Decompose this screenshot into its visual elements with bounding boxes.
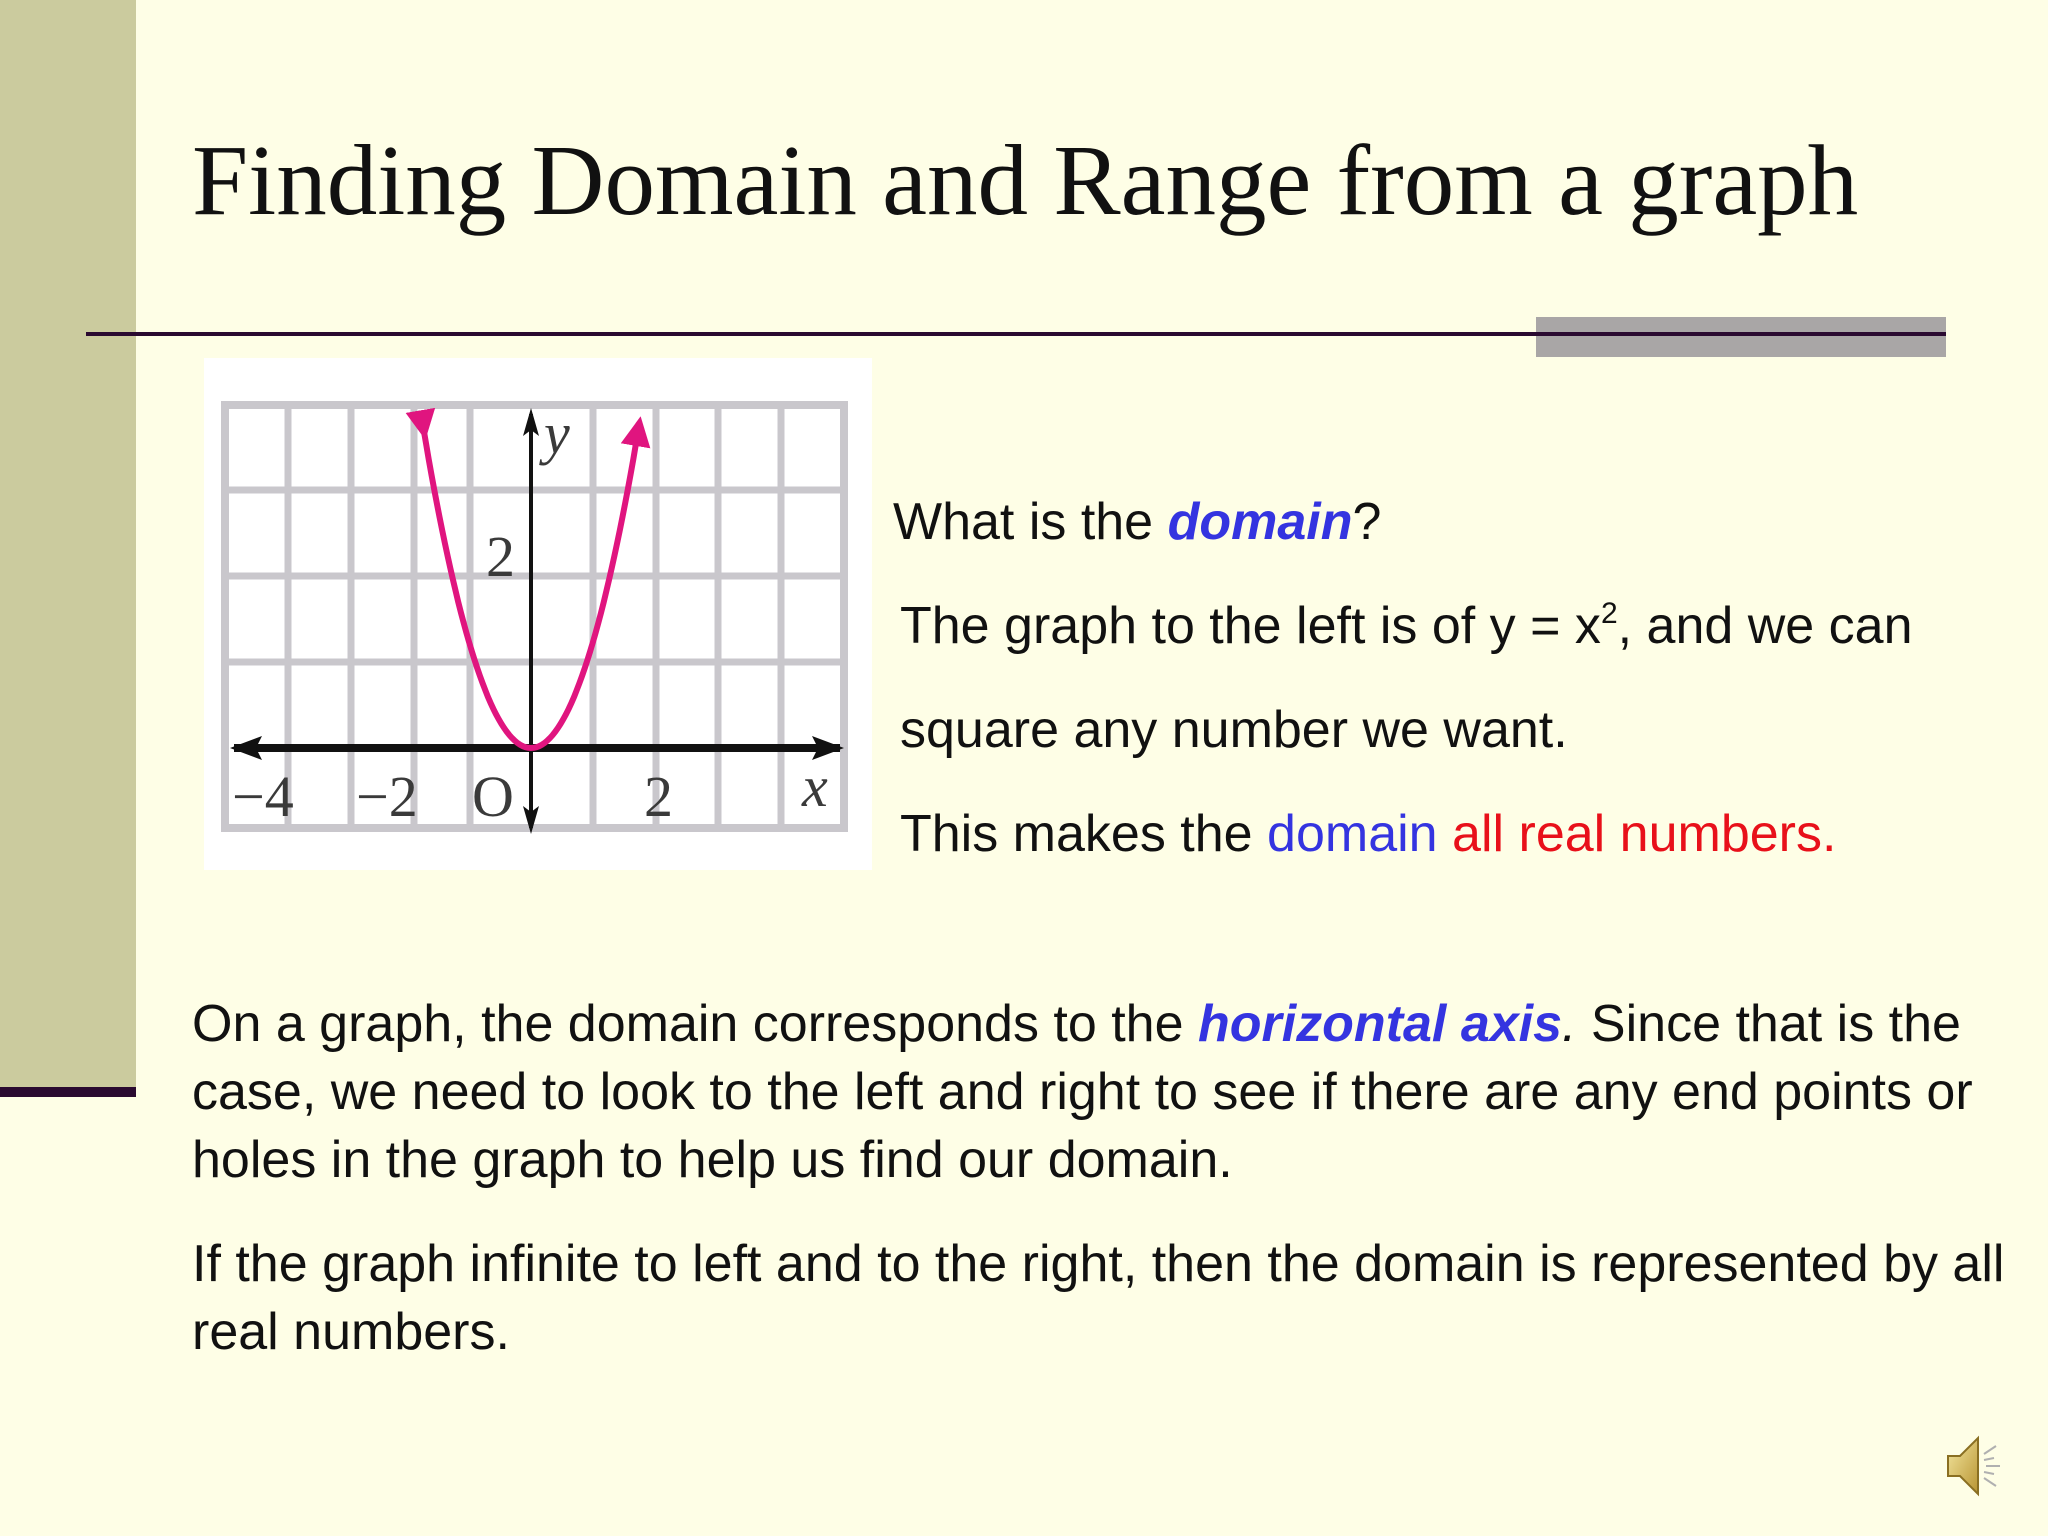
answer-prefix: This makes the (900, 805, 1268, 863)
origin-label: O (472, 764, 514, 829)
horizontal-axis-keyword: horizontal axis (1197, 995, 1563, 1053)
exponent: 2 (1600, 597, 1618, 630)
question-prefix: What is the (893, 493, 1168, 551)
grid (225, 405, 844, 828)
divider-accent-line (1536, 332, 1946, 336)
y-axis-name: y (544, 401, 570, 466)
domain-axis-paragraph (192, 990, 2012, 1194)
question-suffix: ? (1352, 493, 1382, 551)
parabola-graph-svg (204, 358, 872, 870)
keyword-period: . (1562, 995, 1577, 1053)
question-keyword: domain (1167, 493, 1353, 551)
speaker-icon[interactable] (1944, 1430, 2004, 1502)
explanation-text: , and we can (1617, 597, 1913, 655)
explanation-line-2: square any number we want. (900, 701, 1568, 759)
x-tick-label: −2 (356, 764, 418, 829)
divider-accent-block (1536, 317, 1946, 357)
y-tick-label: 2 (486, 524, 515, 589)
left-accent-line (0, 1087, 136, 1097)
explanation-text: The graph to the left is of y = x (900, 597, 1601, 655)
x-axis-name: x (802, 754, 828, 819)
answer-space (1438, 805, 1452, 863)
paragraph-text: Since that is the case, we need to look to the left and right to see if there are any end points or holes in the graph to help us find our domain. (192, 995, 1973, 1189)
x-tick-label: 2 (644, 764, 673, 829)
question-line (893, 470, 1913, 574)
slide-title: Finding Domain and Range from a graph (192, 124, 1859, 236)
speaker-icon-glyph (1944, 1430, 2004, 1502)
explanation-line-1 (893, 574, 1913, 678)
answer-line (893, 782, 1913, 886)
domain-question-block (893, 470, 1913, 886)
answer-domain-word: domain (1267, 805, 1438, 863)
paragraph-text: On a graph, the domain corresponds to the (192, 995, 1198, 1053)
answer-highlight: all real numbers. (1452, 805, 1837, 863)
infinite-graph-paragraph: If the graph infinite to left and to the right, then the domain is represented by all real numbers. (192, 1235, 2005, 1361)
left-accent-bar (0, 0, 136, 1088)
parabola-graph (204, 358, 872, 870)
x-tick-label: −4 (232, 764, 294, 829)
